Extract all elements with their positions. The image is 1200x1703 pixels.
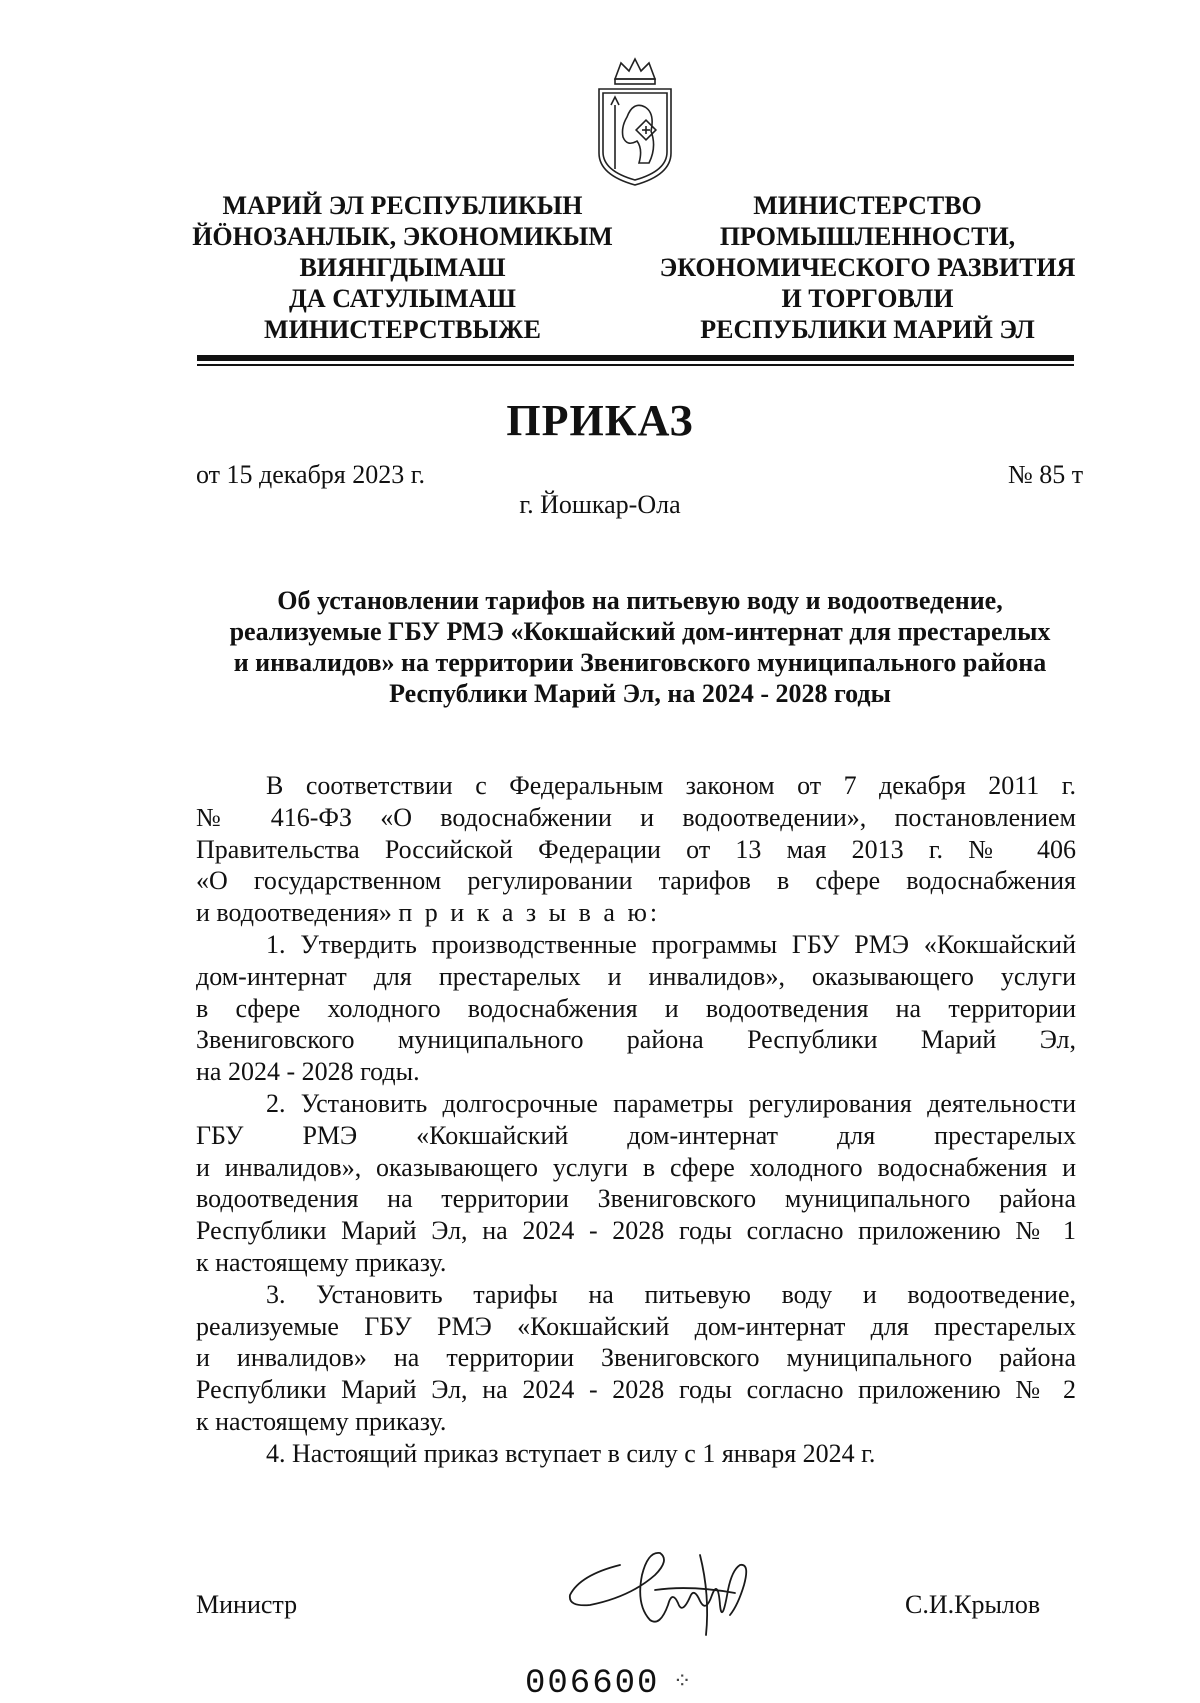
body-line: в сфере холодного водоснабжения и водоотведения на территории (196, 993, 1076, 1023)
order-subject (200, 585, 1080, 709)
header-russian-line: РЕСПУБЛИКИ МАРИЙ ЭЛ (700, 315, 1035, 344)
header-russian-line: И ТОРГОВЛИ (781, 284, 954, 313)
document-title: ПРИКАЗ (506, 396, 694, 445)
body-line: к настоящему приказу. (196, 1247, 447, 1277)
header-mari-line: МИНИСТЕРСТВЫЖЕ (264, 315, 541, 344)
subject-line: Республики Марий Эл, на 2024 - 2028 годы (389, 679, 891, 708)
header-divider-thick (197, 355, 1074, 361)
coat-of-arms-icon (593, 57, 677, 187)
body-line-text: и водоотведения» (196, 898, 392, 928)
body-line: 1. Утвердить производственные программы ГБУ РМЭ «Кокшайский (266, 929, 1076, 959)
body-line: Республики Марий Эл, на 2024 - 2028 годы согласно приложению № 2 (196, 1375, 1076, 1405)
header-russian (655, 190, 1080, 345)
header-russian-line: МИНИСТЕРСТВО (753, 191, 982, 220)
header-mari (190, 190, 615, 345)
handwritten-signature-icon (560, 1535, 780, 1645)
header-russian-line: ЭКОНОМИЧЕСКОГО РАЗВИТИЯ (659, 253, 1076, 282)
body-line: «О государственном регулировании тарифов в сфере водоснабжения (196, 866, 1076, 896)
header-mari-line: МАРИЙ ЭЛ РЕСПУБЛИКЫН (222, 191, 583, 220)
body-line: к настоящему приказу. (196, 1406, 447, 1436)
header-divider-thin (197, 364, 1074, 366)
body-line: ГБУ РМЭ «Кокшайский дом-интернат для престарелых (196, 1120, 1076, 1150)
order-city: г. Йошкар-Ола (519, 490, 681, 519)
serial-mark: ⁘ (673, 1668, 692, 1693)
body-line: Звениговского муниципального района Республики Марий Эл, (196, 1025, 1076, 1055)
body-line: 4. Настоящий приказ вступает в силу с 1 января 2024 г. (266, 1438, 876, 1468)
body-line (196, 897, 1076, 929)
order-date: от 15 декабря 2023 г. (196, 460, 425, 489)
body-line: Правительства Российской Федерации от 13 мая 2013 г. № 406 (196, 834, 1076, 864)
signer-position: Министр (196, 1590, 298, 1619)
body-line: реализуемые ГБУ РМЭ «Кокшайский дом-интернат для престарелых (196, 1311, 1076, 1341)
header-russian-line: ПРОМЫШЛЕННОСТИ, (719, 222, 1016, 251)
body-line: 3. Установить тарифы на питьевую воду и водоотведение, (266, 1279, 1076, 1309)
body-line: и инвалидов», оказывающего услуги в сфере холодного водоснабжения и (196, 1152, 1076, 1182)
signer-name: С.И.Крылов (905, 1590, 1041, 1619)
body-line: дом-интернат для престарелых и инвалидов», оказывающего услуги (196, 961, 1076, 991)
body-line: В соответствии с Федеральным законом от 7 декабря 2011 г. (266, 771, 1076, 800)
decree-word: п р и к а з ы в а ю: (398, 898, 661, 928)
header-mari-line: ДА САТУЛЫМАШ (289, 284, 516, 313)
order-number: № 85 т (1008, 460, 1084, 489)
body-line: и инвалидов» на территории Звениговского муниципального района (196, 1343, 1076, 1373)
body-line: на 2024 - 2028 годы. (196, 1057, 420, 1087)
subject-line: Об установлении тарифов на питьевую воду и водоотведение, (277, 586, 1003, 615)
header-mari-line: ВИЯНГДЫМАШ (299, 253, 506, 282)
header-mari-line: ЙӦНОЗАНЛЫК, ЭКОНОМИКЫМ (192, 222, 613, 251)
subject-line: и инвалидов» на территории Звениговского муниципального района (233, 648, 1047, 677)
body-line: № 416-ФЗ «О водоснабжении и водоотведении», постановлением (196, 802, 1076, 832)
order-body (196, 770, 1076, 1470)
serial-number: 006600 (525, 1665, 660, 1703)
body-line: Республики Марий Эл, на 2024 - 2028 годы согласно приложению № 1 (196, 1216, 1076, 1246)
subject-line: реализуемые ГБУ РМЭ «Кокшайский дом-интернат для престарелых (229, 617, 1051, 646)
body-line: 2. Установить долгосрочные параметры регулирования деятельности (266, 1088, 1076, 1118)
body-line: водоотведения на территории Звениговского муниципального района (196, 1184, 1076, 1214)
